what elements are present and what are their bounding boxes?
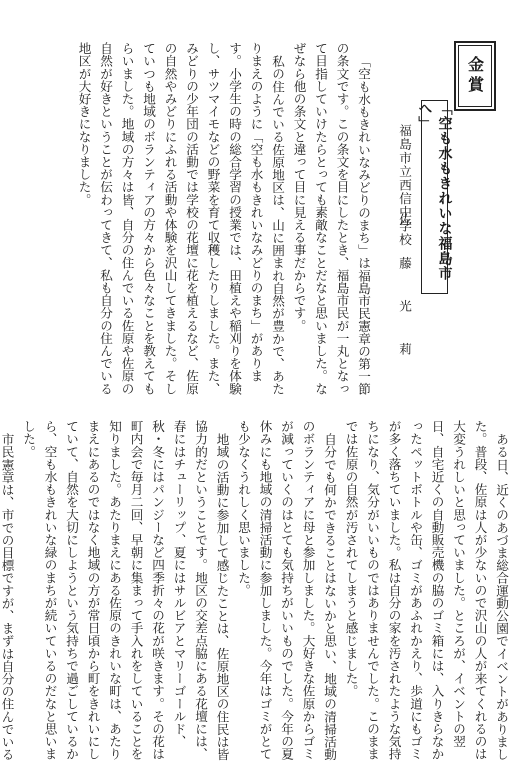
paragraph-4: 自分でも何かできることはないかと思い、地域の清掃活動のボランティアに母と参加しました。大好きな佐原からゴミが減っていくのはとても気持ちがいいものでした。今年の夏休みにも地域の清掃活動に参加しました。今年はゴミがとても少なくうれしく思いました。 [236, 420, 337, 761]
essay-title: 「空も水もきれいな福島市へ」 [416, 101, 453, 281]
paragraph-3: ある日、近くのあづま総合運動公園でイベントがありました。普段、佐原は人が少ないので沢山の人が来てくれるのは大変うれしいと思っていました。ところが、イベントの翌日、自宅近くの自動販売機の脇のゴミ箱には、入りきらなかったペットボトルや缶、ゴミがあふれかえり、歩道にもゴミが多く落ちていました。私は自分の家を汚されたような気持ちになり、気分がいいものではありませんでした。このままでは佐原の自然が汚されてしまうと感じました。 [343, 420, 509, 761]
award-badge [454, 41, 496, 111]
paragraph-1: 「空も水もきれいなみどりのまち」は福島市民憲章の第一節の条文です。この条文を目にしたとき、福島市民が一丸となって目指していけたらとっても素敵なことだなと思いました。なぜなら他の条文と違って目に見える事だからです。 [291, 42, 371, 395]
essay-title-box [416, 100, 453, 294]
essay-text-block-1 [17, 42, 374, 399]
paragraph-5: 地域の活動に参加して感じたことは、佐原地区の住民は皆協力的だということです。地区の交差点脇にある花壇には、春にはチューリップ、夏にはサルビアとマリーゴールド、秋・冬にはパンジーなど四季折々の花が咲きます。その花は町内会で毎月二回、早朝に集まって手入れをしていることを知りました。あたりまえにある佐原のきれいな町は、あたりまえにあるのではなく地域の方が常日頃から町をきれいにしていて、自然を大切にしようという気持ちで過ごしているから、空も水もきれいな緑のまちが続いているのだなと思いました。 [21, 420, 230, 761]
school-name: 福島市立西信中学校 [397, 124, 412, 247]
paragraph-2: 私の住んでいる佐原地区は、山に囲まれ自然が豊かで、あたりまえのように「空も水もきれいなみどりのまち」があります。小学生の時の総合学習の授業では、田植えや稲刈りを体験し、サツマイモなどの野菜を育て収穫したりしました。また、みどりの少年団の活動では学校の花壇に花を植えるなど、佐原の自然やみどりにふれる活動や体験を沢山してきました。そしていつも地域のボランティアの方々から色々なことを教えてもらいました。地域の方々は皆、自分の住んでいる佐原や佐原の自然が好きということが伝わってきて、私も自分の住んでいる地区が大好きになりました。 [76, 42, 285, 395]
paragraph-6: 市民憲章は、市での目標ですが、まずは自分の住んでいる [0, 432, 15, 761]
essay-text-block-2 [0, 420, 512, 765]
award-label: 金賞 [465, 56, 485, 96]
author-name: 佐 藤 光 莉 [397, 213, 412, 365]
